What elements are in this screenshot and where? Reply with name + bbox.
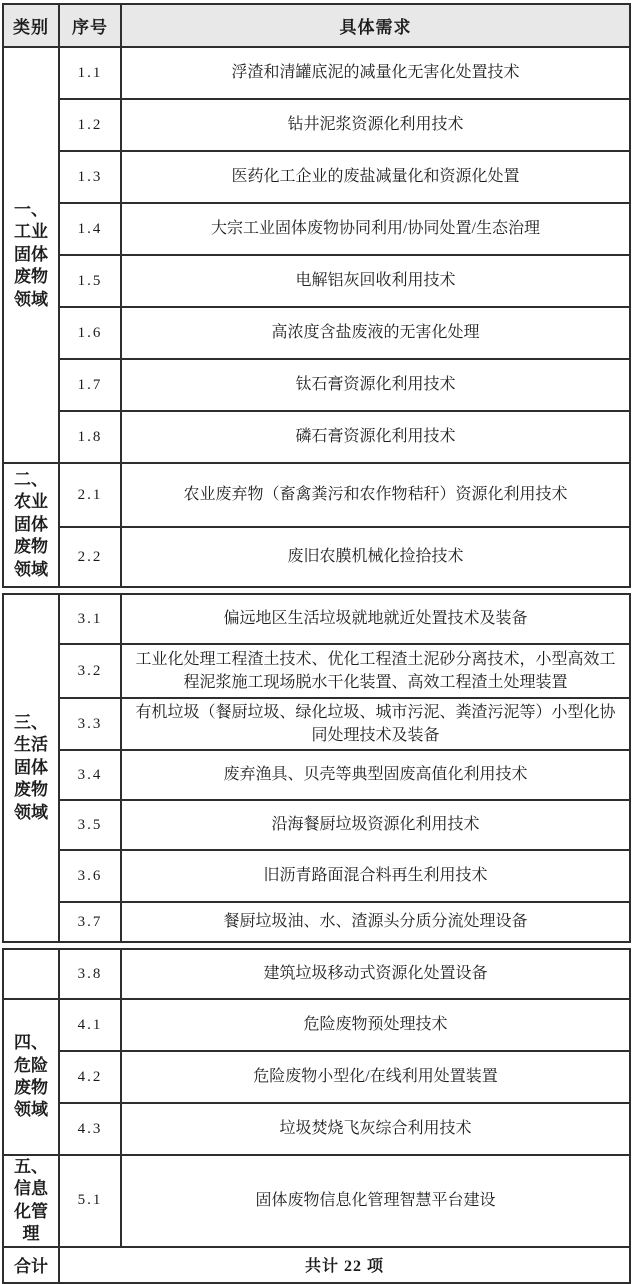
requirement-cell: 电解铝灰回收利用技术	[121, 255, 630, 307]
col-header-category: 类别	[3, 4, 59, 47]
col-header-requirement: 具体需求	[121, 4, 630, 47]
table-row	[3, 594, 630, 644]
serial-cell: 3.3	[59, 698, 121, 750]
serial-cell: 4.1	[59, 999, 121, 1051]
requirement-cell: 危险废物小型化/在线利用处置装置	[121, 1051, 630, 1103]
requirement-cell: 有机垃圾（餐厨垃圾、绿化垃圾、城市污泥、粪渣污泥等）小型化协同处理技术及装备	[121, 698, 630, 750]
table-row	[3, 463, 630, 527]
serial-cell: 1.3	[59, 151, 121, 203]
requirement-cell: 危险废物预处理技术	[121, 999, 630, 1051]
serial-cell: 5.1	[59, 1155, 121, 1247]
serial-cell: 4.2	[59, 1051, 121, 1103]
serial-cell: 1.5	[59, 255, 121, 307]
serial-cell: 1.2	[59, 99, 121, 151]
category-cell-information: 五、信息化管理	[3, 1155, 59, 1247]
serial-cell: 1.8	[59, 411, 121, 463]
serial-cell: 1.4	[59, 203, 121, 255]
table-row	[3, 203, 630, 255]
serial-cell: 3.4	[59, 750, 121, 800]
serial-cell: 2.1	[59, 463, 121, 527]
table-row	[3, 1155, 630, 1247]
requirement-cell: 大宗工业固体废物协同利用/协同处置/生态治理	[121, 203, 630, 255]
requirement-cell: 高浓度含盐废液的无害化处理	[121, 307, 630, 359]
table-row	[3, 949, 630, 999]
category-cell-empty	[3, 949, 59, 999]
table-row	[3, 999, 630, 1051]
table-row	[3, 850, 630, 902]
requirement-cell: 医药化工企业的废盐减量化和资源化处置	[121, 151, 630, 203]
requirement-cell: 农业废弃物（畜禽粪污和农作物秸秆）资源化利用技术	[121, 463, 630, 527]
table-row	[3, 99, 630, 151]
table-row	[3, 359, 630, 411]
requirement-cell: 磷石膏资源化利用技术	[121, 411, 630, 463]
requirements-table-part-2	[2, 593, 631, 943]
requirement-cell: 垃圾焚烧飞灰综合利用技术	[121, 1103, 630, 1155]
table-row	[3, 255, 630, 307]
serial-cell: 1.7	[59, 359, 121, 411]
requirement-cell: 浮渣和清罐底泥的减量化无害化处置技术	[121, 47, 630, 99]
table-row	[3, 1051, 630, 1103]
serial-cell: 3.2	[59, 644, 121, 698]
serial-cell: 3.7	[59, 902, 121, 942]
category-cell-agricultural: 二、农业固体废物领域	[3, 463, 59, 587]
serial-cell: 4.3	[59, 1103, 121, 1155]
table-row	[3, 698, 630, 750]
table-row	[3, 902, 630, 942]
table-row	[3, 800, 630, 850]
serial-cell: 3.8	[59, 949, 121, 999]
requirements-table-part-3	[2, 948, 631, 1284]
table-header-row	[3, 4, 630, 47]
requirement-cell: 沿海餐厨垃圾资源化利用技术	[121, 800, 630, 850]
total-label-cell: 合计	[3, 1247, 59, 1283]
requirement-cell: 废弃渔具、贝壳等典型固废高值化利用技术	[121, 750, 630, 800]
requirement-cell: 工业化处理工程渣土技术、优化工程渣土泥砂分离技术，小型高效工程泥浆施工现场脱水干化装置、高效工程渣土处理装置	[121, 644, 630, 698]
serial-cell: 3.6	[59, 850, 121, 902]
serial-cell: 1.6	[59, 307, 121, 359]
requirement-cell: 建筑垃圾移动式资源化处置设备	[121, 949, 630, 999]
table-row	[3, 411, 630, 463]
requirement-cell: 旧沥青路面混合料再生利用技术	[121, 850, 630, 902]
requirement-cell: 钻井泥浆资源化利用技术	[121, 99, 630, 151]
table-row	[3, 151, 630, 203]
requirements-table-part-1	[2, 3, 631, 588]
requirement-cell: 钛石膏资源化利用技术	[121, 359, 630, 411]
table-row	[3, 644, 630, 698]
table-row	[3, 1103, 630, 1155]
table-row	[3, 750, 630, 800]
requirement-cell: 废旧农膜机械化捡拾技术	[121, 527, 630, 587]
table-row	[3, 527, 630, 587]
serial-cell: 3.1	[59, 594, 121, 644]
table-row	[3, 307, 630, 359]
serial-cell: 1.1	[59, 47, 121, 99]
serial-cell: 2.2	[59, 527, 121, 587]
table-total-row	[3, 1247, 630, 1283]
category-cell-hazardous: 四、危险废物领域	[3, 999, 59, 1155]
requirement-cell: 餐厨垃圾油、水、渣源头分质分流处理设备	[121, 902, 630, 942]
total-value-cell: 共计 22 项	[59, 1247, 630, 1283]
requirement-cell: 固体废物信息化管理智慧平台建设	[121, 1155, 630, 1247]
requirement-cell: 偏远地区生活垃圾就地就近处置技术及装备	[121, 594, 630, 644]
category-cell-domestic: 三、生活固体废物领域	[3, 594, 59, 942]
serial-cell: 3.5	[59, 800, 121, 850]
table-row	[3, 47, 630, 99]
col-header-serial: 序号	[59, 4, 121, 47]
category-cell-industrial: 一、工业固体废物领域	[3, 47, 59, 463]
